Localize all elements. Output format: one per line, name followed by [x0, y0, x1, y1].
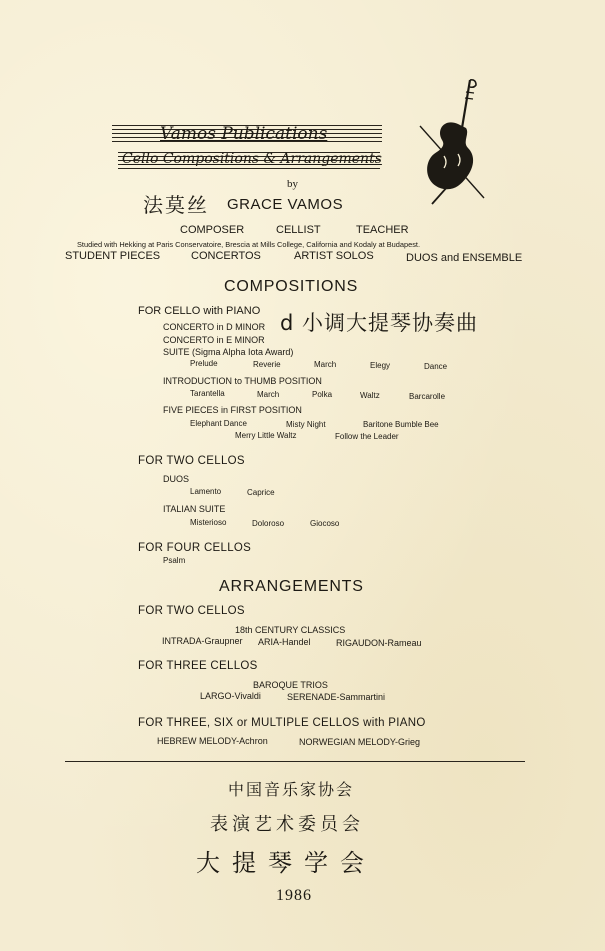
- arrangement-item: SERENADE-Sammartini: [287, 692, 386, 702]
- role: TEACHER: [356, 224, 409, 236]
- staff-line: [118, 168, 380, 169]
- publisher-title: Vamos Publications: [160, 124, 328, 144]
- movement: Reverie: [253, 360, 281, 369]
- work-title: DUOS: [163, 474, 190, 484]
- movement: Dance: [424, 362, 448, 371]
- compositions-heading: COMPOSITIONS: [224, 278, 359, 295]
- work-title: INTRODUCTION to THUMB POSITION: [163, 376, 322, 386]
- divider: [65, 761, 525, 762]
- section-heading: FOR CELLO with PIANO: [138, 305, 261, 317]
- work-title: ITALIAN SUITE: [163, 504, 226, 514]
- role: COMPOSER: [180, 224, 245, 236]
- movement: Doloroso: [252, 519, 285, 528]
- arrangements-heading: ARRANGEMENTS: [219, 578, 364, 595]
- org-line: 中国音乐家协会: [228, 780, 355, 799]
- work-title: CONCERTO in E MINOR: [163, 335, 265, 345]
- movement: Waltz: [360, 391, 380, 400]
- movement: Merry Little Waltz: [235, 431, 297, 440]
- category: ARTIST SOLOS: [294, 250, 374, 262]
- section-heading: FOR THREE CELLOS: [138, 660, 258, 672]
- author-chinese: 法莫丝: [143, 193, 209, 217]
- arrangement-item: LARGO-Vivaldi: [200, 691, 261, 701]
- section-heading: FOR TWO CELLOS: [138, 605, 245, 617]
- movement: Tarantella: [190, 389, 225, 398]
- category: DUOS and ENSEMBLE: [406, 252, 523, 264]
- author-name: GRACE VAMOS: [227, 196, 344, 213]
- movement: Follow the Leader: [335, 432, 399, 441]
- movement: Caprice: [247, 488, 275, 497]
- studied-line: Studied with Hekking at Paris Conservatoire, Brescia at Mills College, California and Kodaly at Budapest.: [77, 240, 421, 249]
- role: CELLIST: [276, 224, 321, 236]
- cello-icon: [418, 78, 488, 206]
- movement: Polka: [312, 390, 333, 399]
- movement: Lamento: [190, 487, 222, 496]
- arrangement-item: INTRADA-Graupner: [162, 636, 243, 646]
- movement: March: [314, 360, 337, 369]
- by-label: by: [287, 178, 298, 190]
- category: STUDENT PIECES: [65, 250, 161, 262]
- section-heading: FOR TWO CELLOS: [138, 455, 245, 467]
- section-heading: FOR FOUR CELLOS: [138, 542, 252, 554]
- work-title: CONCERTO in D MINOR: [163, 322, 266, 332]
- movement: Barcarolle: [409, 392, 446, 401]
- movement: Elephant Dance: [190, 419, 247, 428]
- section-heading: FOR THREE, SIX or MULTIPLE CELLOS with PIANO: [138, 717, 426, 729]
- arrangement-item: RIGAUDON-Rameau: [336, 638, 422, 648]
- sub-heading: 18th CENTURY CLASSICS: [235, 625, 346, 635]
- movement: March: [257, 390, 280, 399]
- movement: Giocoso: [310, 519, 340, 528]
- arrangement-item: NORWEGIAN MELODY-Grieg: [299, 737, 421, 747]
- year: 1986: [276, 887, 312, 904]
- arrangement-item: ARIA-Handel: [258, 637, 311, 647]
- arrangement-item: HEBREW MELODY-Achron: [157, 736, 268, 746]
- subtitle: Cello Compositions & Arrangements: [122, 151, 382, 167]
- movement: Elegy: [370, 361, 391, 370]
- category: CONCERTOS: [191, 250, 261, 262]
- movement: Baritone Bumble Bee: [363, 420, 439, 429]
- movement: Psalm: [163, 556, 186, 565]
- chinese-title: d 小调大提琴协奏曲: [280, 311, 479, 335]
- work-title: SUITE (Sigma Alpha Iota Award): [163, 347, 294, 357]
- movement: Misterioso: [190, 518, 227, 527]
- org-line: 表演艺术委员会: [210, 814, 364, 835]
- sub-heading: BAROQUE TRIOS: [253, 680, 328, 690]
- movement: Misty Night: [286, 420, 326, 429]
- work-title: FIVE PIECES in FIRST POSITION: [163, 405, 302, 415]
- movement: Prelude: [190, 359, 218, 368]
- org-line: 大提琴学会: [196, 849, 376, 877]
